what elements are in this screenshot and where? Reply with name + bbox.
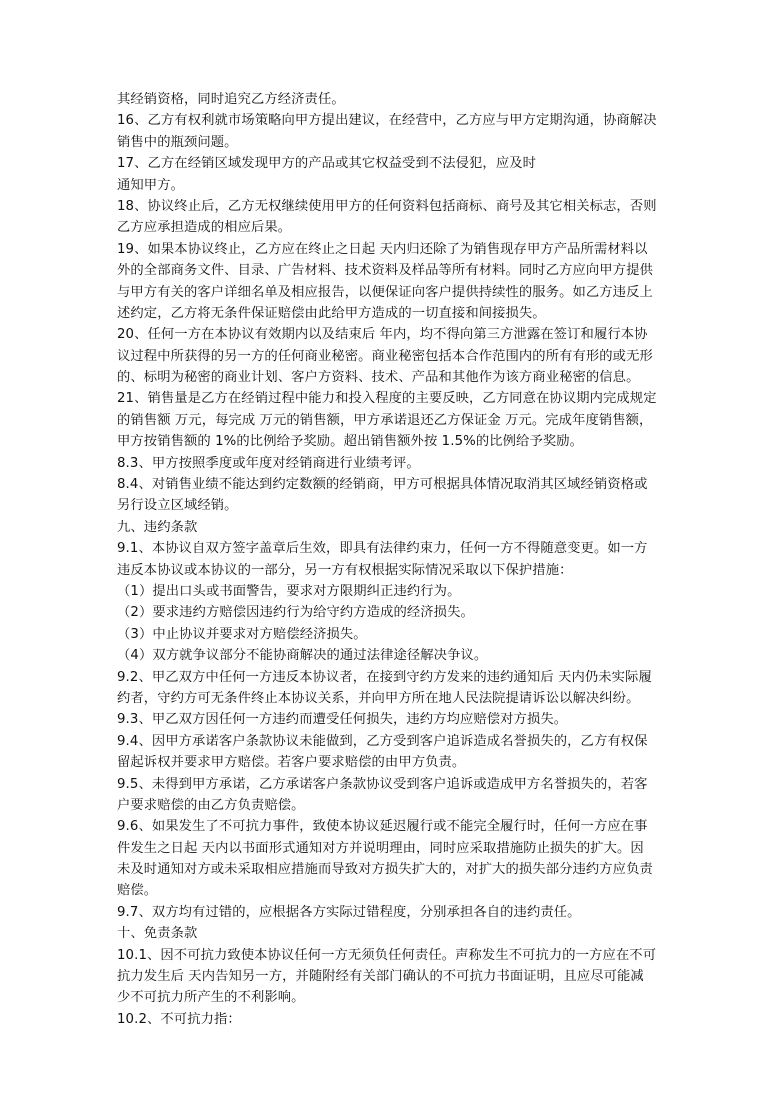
text-line: 9.4、因甲方承诺客户条款协议未能做到，乙方受到客户追诉造成名誉损失的，乙方有权保	[117, 733, 648, 749]
text-line: 件发生之日起 天内以书面形式通知对方并说明理由，同时应采取措施防止损失的扩大。因	[117, 840, 644, 856]
text-line: 甲方按销售额的 1%的比例给予奖励。超出销售额外按 1.5%的比例给予奖励。	[117, 434, 584, 450]
text-line: （2）要求违约方赔偿因违约行为给守约方造成的经济损失。	[117, 605, 474, 621]
text-line: 10.2、不可抗力指：	[117, 1011, 241, 1027]
text-line: 的销售额 万元，每完成 万元的销售额，甲方承诺退还乙方保证金 万元。完成年度销售额，	[117, 412, 653, 428]
text-line: 约者，守约方可无条件终止本协议关系，并向甲方所在地人民法院提请诉讼以解决纠纷。	[117, 690, 640, 706]
text-line: 19、如果本协议终止，乙方应在终止之日起 天内归还除了为销售现存甲方产品所需材料以	[117, 241, 648, 257]
text-line: 10.1、因不可抗力致使本协议任何一方无须负任何责任。声称发生不可抗力的一方应在不可	[117, 947, 657, 963]
text-line: 20、任何一方在本协议有效期内以及结束后 年内，均不得向第三方泄露在签订和履行本协	[117, 327, 648, 343]
document-page	[117, 89, 662, 1030]
text-line: 18、协议终止后，乙方无权继续使用甲方的任何资料包括商标、商号及其它相关标志，否则	[117, 198, 657, 214]
text-line: 21、销售量是乙方在经销过程中能力和投入程度的主要反映，乙方同意在协议期内完成规定	[117, 391, 657, 407]
text-line: 8.3、甲方按照季度或年度对经销商进行业绩考评。	[117, 455, 420, 471]
text-line: 乙方应承担造成的相应后果。	[117, 220, 292, 236]
text-line: 外的全部商务文件、目录、广告材料、技术资料及样品等所有材料。同时乙方应向甲方提供	[117, 263, 653, 279]
text-line: 与甲方有关的客户详细名单及相应报告，以便保证向客户提供持续性的服务。如乙方违反上	[117, 284, 653, 300]
section-heading: 九、违约条款	[117, 519, 198, 535]
text-line: （3）中止协议并要求对方赔偿经济损失。	[117, 626, 367, 642]
text-line: 9.7、双方均有过错的，应根据各方实际过错程度，分别承担各自的违约责任。	[117, 904, 581, 920]
text-line: 留起诉权并要求甲方赔偿。若客户要求赔偿的由甲方负责。	[117, 755, 466, 771]
text-line: 另行设立区域经销。	[117, 498, 238, 514]
text-line: 述约定，乙方将无条件保证赔偿由此给甲方造成的一切直接和间接损失。	[117, 305, 546, 321]
text-line: 户要求赔偿的由乙方负责赔偿。	[117, 797, 305, 813]
text-line: 未及时通知对方或未采取相应措施而导致对方损失扩大的，对扩大的损失部分违约方应负责	[117, 862, 653, 878]
text-line: 通知甲方。	[117, 177, 184, 193]
text-line: 销售中的瓶颈问题。	[117, 134, 238, 150]
text-line: 抗力发生后 天内告知另一方，并随附经有关部门确认的不可抗力书面证明，且应尽可能减	[117, 969, 644, 985]
text-line: 9.1、本协议自双方签字盖章后生效，即具有法律约束力，任何一方不得随意变更。如一方	[117, 541, 648, 557]
text-line: 9.6、如果发生了不可抗力事件，致使本协议延迟履行或不能完全履行时，任何一方应在事	[117, 819, 648, 835]
text-line: 议过程中所获得的另一方的任何商业秘密。商业秘密包括本合作范围内的所有有形的或无形	[117, 348, 653, 364]
text-line: 赔偿。	[117, 883, 158, 899]
text-line: 违反本协议或本协议的一部分，另一方有权根据实际情况采取以下保护措施：	[117, 562, 573, 578]
text-line: （4）双方就争议部分不能协商解决的通过法律途径解决争议。	[117, 648, 488, 664]
text-line: 的、标明为秘密的商业计划、客户方资料、技术、产品和其他作为该方商业秘密的信息。	[117, 370, 640, 386]
text-line: 16、乙方有权利就市场策略向甲方提出建议，在经营中，乙方应与甲方定期沟通，协商解决	[117, 113, 657, 129]
section-heading: 十、免责条款	[117, 926, 198, 942]
text-line: （1）提出口头或书面警告，要求对方限期纠正违约行为。	[117, 583, 461, 599]
text-line: 8.4、对销售业绩不能达到约定数额的经销商，甲方可根据具体情况取消其区域经销资格或	[117, 477, 648, 493]
text-line: 17、乙方在经销区域发现甲方的产品或其它权益受到不法侵犯，应及时	[117, 156, 537, 172]
text-line: 9.3、甲乙双方因任何一方违约而遭受任何损失，违约方均应赔偿对方损失。	[117, 712, 568, 728]
text-line: 少不可抗力所产生的不利影响。	[117, 990, 305, 1006]
text-line: 9.2、甲乙双方中任何一方违反本协议者，在接到守约方发来的违约通知后 天内仍未实际履	[117, 669, 652, 685]
text-line: 9.5、未得到甲方承诺，乙方承诺客户条款协议受到客户追诉或造成甲方名誉损失的，若客	[117, 776, 648, 792]
text-line: 其经销资格，同时追究乙方经济责任。	[117, 92, 345, 107]
